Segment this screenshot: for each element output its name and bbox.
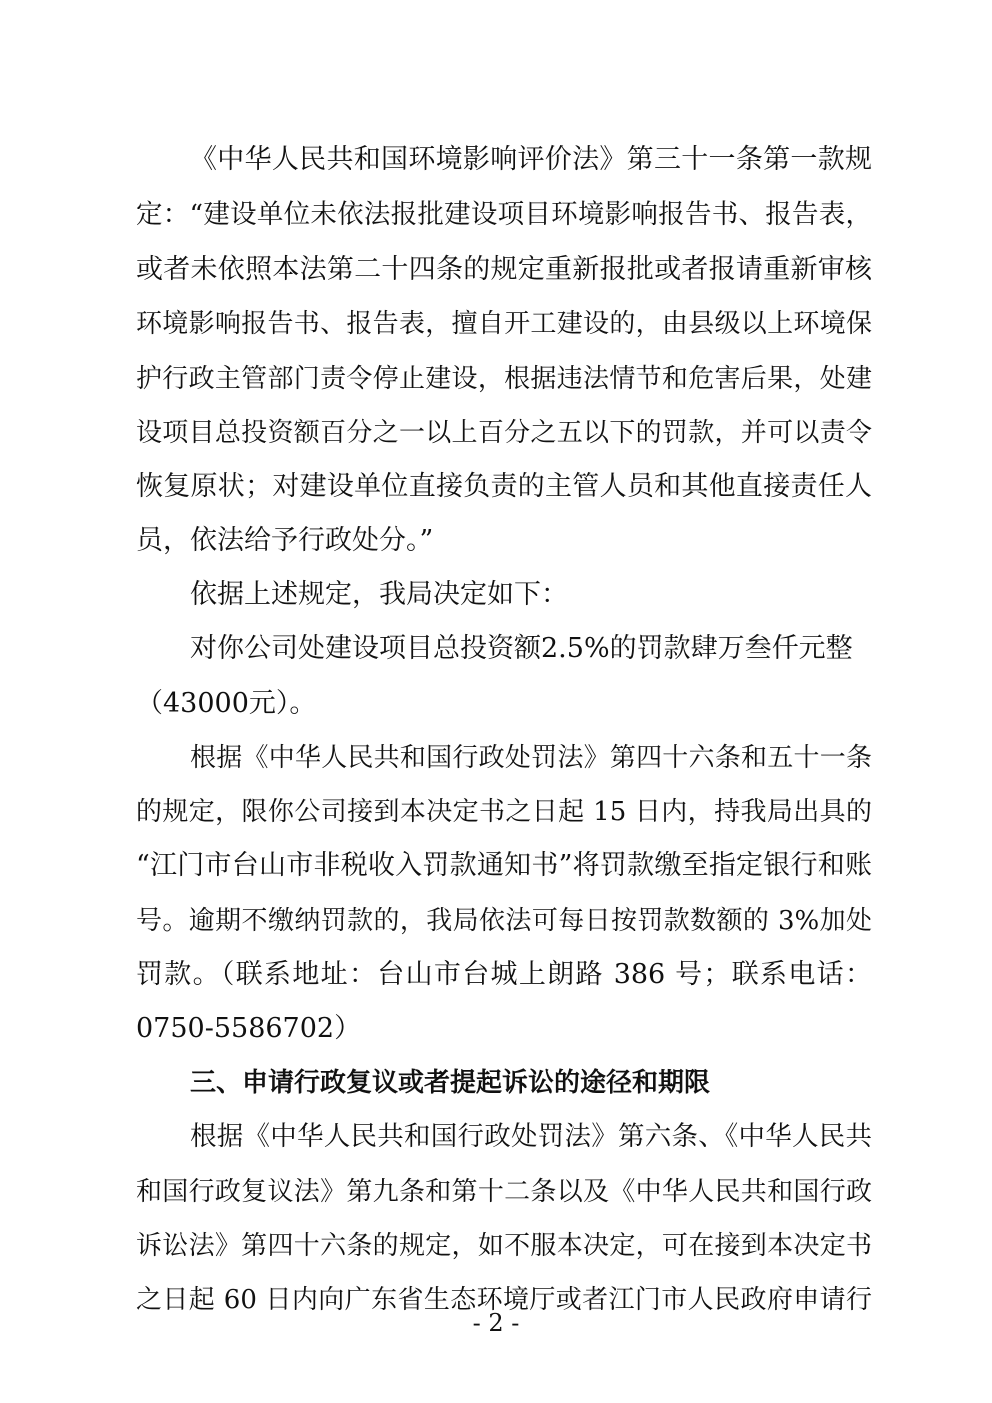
paragraph-line: 恢复原状；对建设单位直接负责的主管人员和其他直接责任人 [136, 471, 872, 502]
paragraph-line: （43000元）。 [136, 688, 317, 719]
paragraph-line: 和国行政复议法》第九条和第十二条以及《中华人民共和国行政 [136, 1177, 872, 1207]
paragraph-line: 《中华人民共和国环境影响评价法》第三十一条第一款规 [190, 144, 872, 175]
paragraph-line: 或者未依照本法第二十四条的规定重新报批或者报请重新审核 [136, 254, 872, 285]
paragraph-line: 设项目总投资额百分之一以上百分之五以下的罚款，并可以责令 [136, 418, 872, 448]
paragraph-line: 的规定，限你公司接到本决定书之日起 15 日内，持我局出具的 [136, 797, 872, 827]
paragraph-line: “江门市台山市非税收入罚款通知书”将罚款缴至指定银行和账 [136, 850, 872, 881]
paragraph-line: 定：“建设单位未依法报批建设项目环境影响报告书、报告表， [136, 199, 872, 230]
paragraph-line: 对你公司处建设项目总投资额2.5%的罚款肆万叁仟元整 [190, 633, 853, 664]
paragraph-line: 号。逾期不缴纳罚款的，我局依法可每日按罚款数额的 3%加处 [136, 906, 872, 936]
page-number: - 2 - [472, 1309, 520, 1337]
paragraph-line: 之日起 60 日内向广东省生态环境厅或者江门市人民政府申请行 [136, 1285, 872, 1315]
paragraph-line: 罚款。（联系地址：台山市台城上朗路 386 号；联系电话： [136, 959, 872, 990]
paragraph-line: 根据《中华人民共和国行政处罚法》第六条、《中华人民共 [190, 1121, 872, 1152]
paragraph-line: 依据上述规定，我局决定如下： [190, 579, 568, 610]
paragraph-line: 诉讼法》第四十六条的规定，如不服本决定，可在接到本决定书 [136, 1231, 872, 1261]
paragraph-line: 环境影响报告书、报告表，擅自开工建设的，由县级以上环境保 [136, 309, 872, 339]
paragraph-line: 0750-5586702） [136, 1013, 362, 1044]
paragraph-line: 护行政主管部门责令停止建设，根据违法情节和危害后果，处建 [136, 364, 872, 394]
paragraph-line: 员，依法给予行政处分。” [136, 525, 434, 556]
paragraph-line: 根据《中华人民共和国行政处罚法》第四十六条和五十一条 [190, 743, 872, 773]
section-heading: 三、申请行政复议或者提起诉讼的途径和期限 [190, 1068, 711, 1098]
